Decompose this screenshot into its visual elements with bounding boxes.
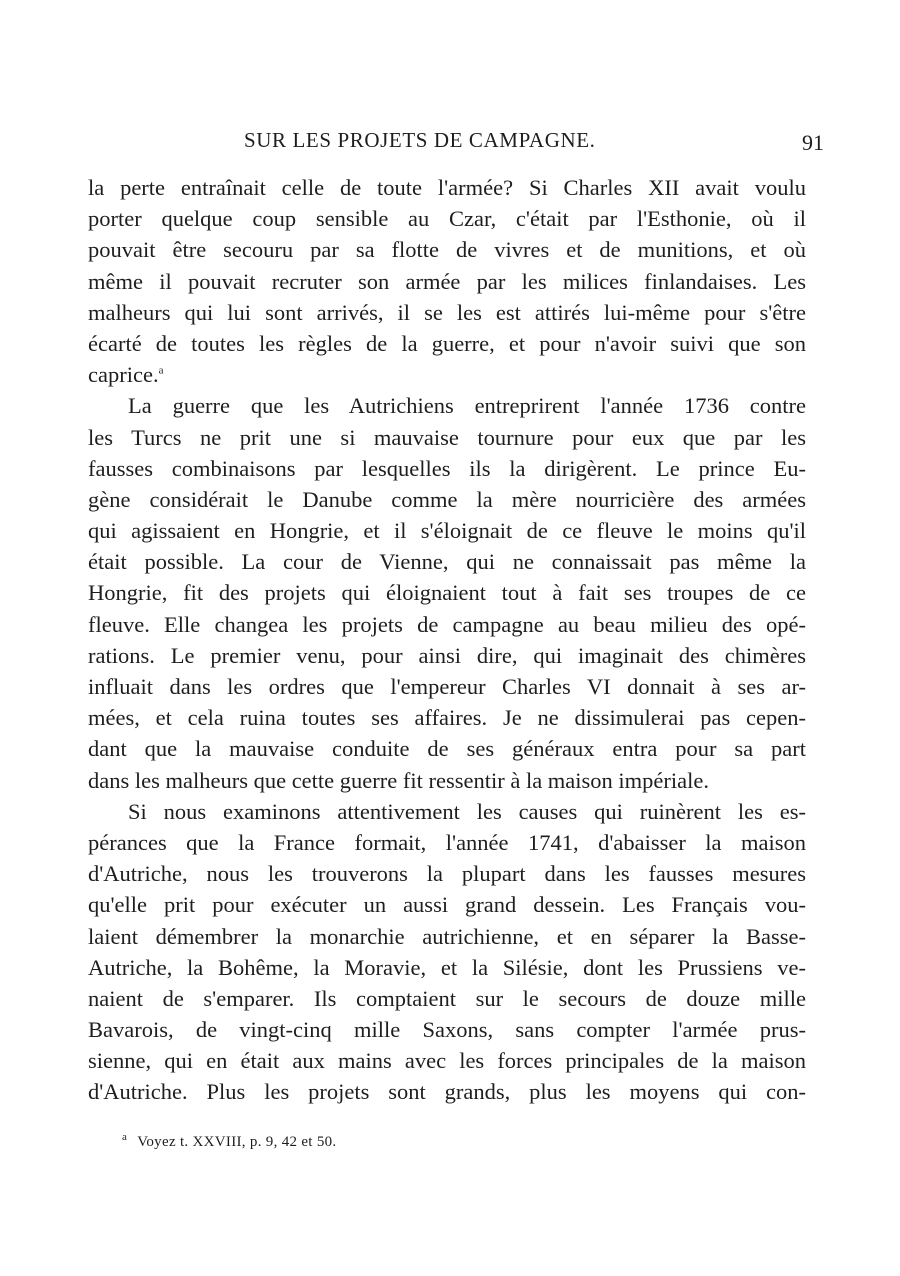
text-line: d'Autriche. Plus les projets sont grands, plus les moyens qui con- — [88, 1079, 806, 1105]
text-line: gène considérait le Danube comme la mère nourricière des armées — [88, 486, 806, 512]
text-line: sienne, qui en était aux mains avec les forces principales de la maison — [88, 1048, 806, 1074]
footnote-mark: a — [122, 1131, 128, 1143]
text-line: Hongrie, fit des projets qui éloignaient tout à fait ses troupes de ce — [88, 580, 806, 606]
text-line: porter quelque coup sensible au Czar, c'était par l'Esthonie, où il — [88, 206, 806, 232]
text-line: fausses combinaisons par lesquelles ils la dirigèrent. Le prince Eu- — [88, 455, 806, 481]
footnote — [122, 1131, 337, 1151]
text-line: naient de s'emparer. Ils comptaient sur le secours de douze mille — [88, 985, 806, 1011]
text-line: laient démembrer la monarchie autrichienne, et en séparer la Basse- — [88, 923, 806, 949]
text-line: mées, et cela ruina toutes ses affaires. Je ne dissimulerai pas cepen- — [88, 705, 806, 731]
text-line: pouvait être secouru par sa flotte de vivres et de munitions, et où — [88, 237, 806, 263]
body-text — [88, 172, 806, 1108]
footnote-text: Voyez t. XXVIII, p. 9, 42 et 50. — [137, 1134, 337, 1150]
running-head — [0, 128, 900, 164]
text-line: qu'elle prit pour exécuter un aussi grand dessein. Les Français vou- — [88, 892, 806, 918]
text-line: pérances que la France formait, l'année 1741, d'abaisser la maison — [88, 829, 806, 855]
paragraph-end-line — [88, 359, 806, 390]
page-number: 91 — [802, 130, 824, 155]
text-line: Bavarois, de vingt-cinq mille Saxons, sans compter l'armée prus- — [88, 1017, 806, 1043]
text-line: même il pouvait recruter son armée par les milices finlandaises. Les — [88, 268, 806, 294]
text-line: dant que la mauvaise conduite de ses généraux entra pour sa part — [88, 736, 806, 762]
text-line: malheurs qui lui sont arrivés, il se les est attirés lui-même pour s'être — [88, 299, 806, 325]
text-line: était possible. La cour de Vienne, qui ne connaissait pas même la — [88, 549, 806, 575]
text-line: les Turcs ne prit une si mauvaise tournure pour eux que par les — [88, 424, 806, 450]
paragraph-first-line: Si nous examinons attentivement les causes qui ruinèrent les es- — [128, 798, 806, 824]
footnote-reference[interactable]: a — [158, 364, 164, 377]
text-line: rations. Le premier venu, pour ainsi dire, qui imaginait des chimères — [88, 642, 806, 668]
text-line: caprice. — [88, 362, 159, 388]
text-line: qui agissaient en Hongrie, et il s'éloignait de ce fleuve le moins qu'il — [88, 518, 806, 544]
text-line: Autriche, la Bohême, la Moravie, et la Silésie, dont les Prussiens ve- — [88, 954, 806, 980]
text-line: fleuve. Elle changea les projets de campagne au beau milieu des opé- — [88, 611, 806, 637]
text-line: la perte entraînait celle de toute l'armée? Si Charles XII avait voulu — [88, 175, 806, 200]
paragraph-first-line: La guerre que les Autrichiens entreprirent l'année 1736 contre — [128, 393, 806, 419]
text-line: influait dans les ordres que l'empereur Charles VI donnait à ses ar- — [88, 674, 806, 699]
running-title: SUR LES PROJETS DE CAMPAGNE. — [244, 128, 596, 152]
text-line: écarté de toutes les règles de la guerre, et pour n'avoir suivi que son — [88, 330, 806, 356]
paragraph-end-line: dans les malheurs que cette guerre fit ressentir à la maison impériale. — [88, 767, 710, 793]
text-line: d'Autriche, nous les trouverons la plupart dans les fausses mesures — [88, 861, 806, 887]
